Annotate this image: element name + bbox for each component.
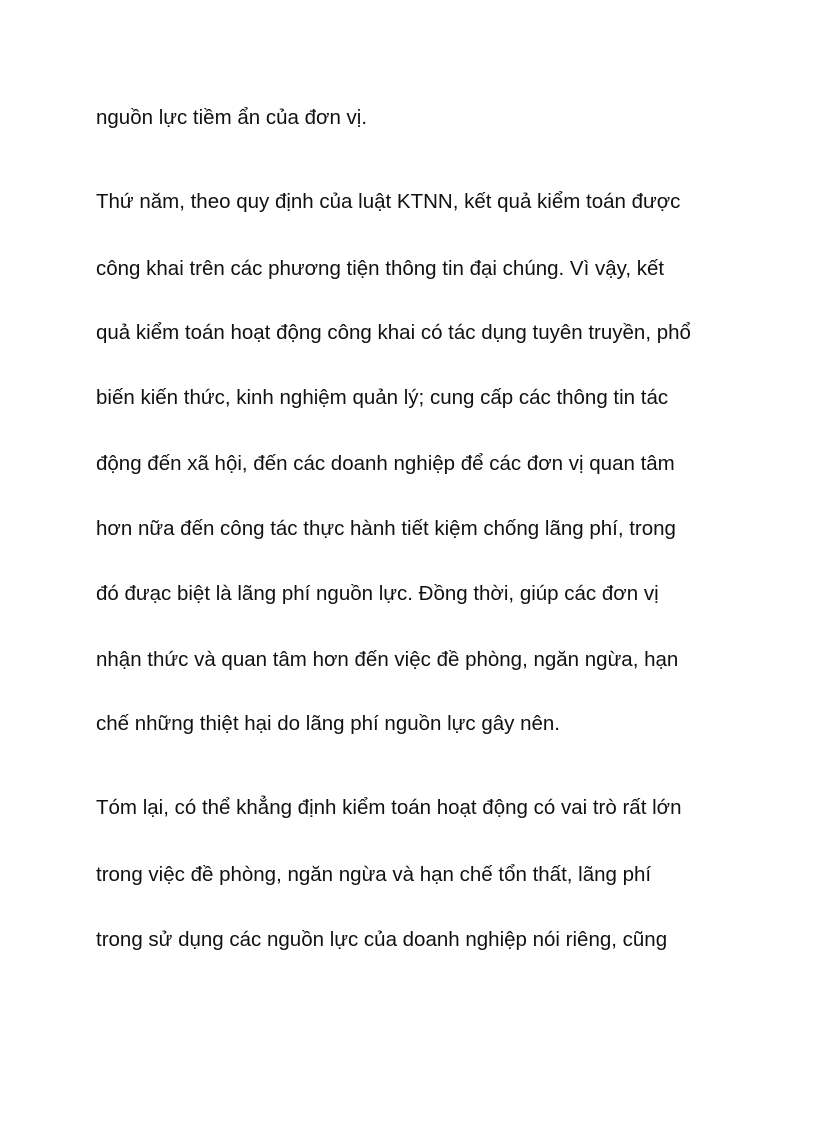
- text-line: đó đưạc biệt là lãng phí nguồn lực. Đồng thời, giúp các đơn vị: [96, 582, 659, 605]
- text-line: công khai trên các phương tiện thông tin đại chúng. Vì vậy, kết: [96, 257, 665, 280]
- text-line: biến kiến thức, kinh nghiệm quản lý; cung cấp các thông tin tác: [96, 386, 669, 409]
- text-line: Thứ năm, theo quy định của luật KTNN, kết quả kiểm toán được: [96, 190, 681, 213]
- text-line: động đến xã hội, đến các doanh nghiệp để các đơn vị quan tâm: [96, 452, 675, 475]
- text-line: Tóm lại, có thể khẳng định kiểm toán hoạt động có vai trò rất lớn: [96, 796, 682, 819]
- text-line: trong sử dụng các nguồn lực của doanh nghiệp nói riêng, cũng: [96, 928, 668, 951]
- text-line: chế những thiệt hại do lãng phí nguồn lực gây nên.: [96, 712, 560, 735]
- text-line: nhận thức và quan tâm hơn đến việc đề phòng, ngăn ngừa, hạn: [96, 648, 679, 671]
- text-line: hơn nữa đến công tác thực hành tiết kiệm chống lãng phí, trong: [96, 517, 676, 540]
- text-line: trong việc đề phòng, ngăn ngừa và hạn chế tổn thất, lãng phí: [96, 863, 652, 886]
- text-line: nguồn lực tiềm ẩn của đơn vị.: [96, 106, 368, 129]
- text-line: quả kiểm toán hoạt động công khai có tác dụng tuyên truyền, phổ: [96, 321, 691, 344]
